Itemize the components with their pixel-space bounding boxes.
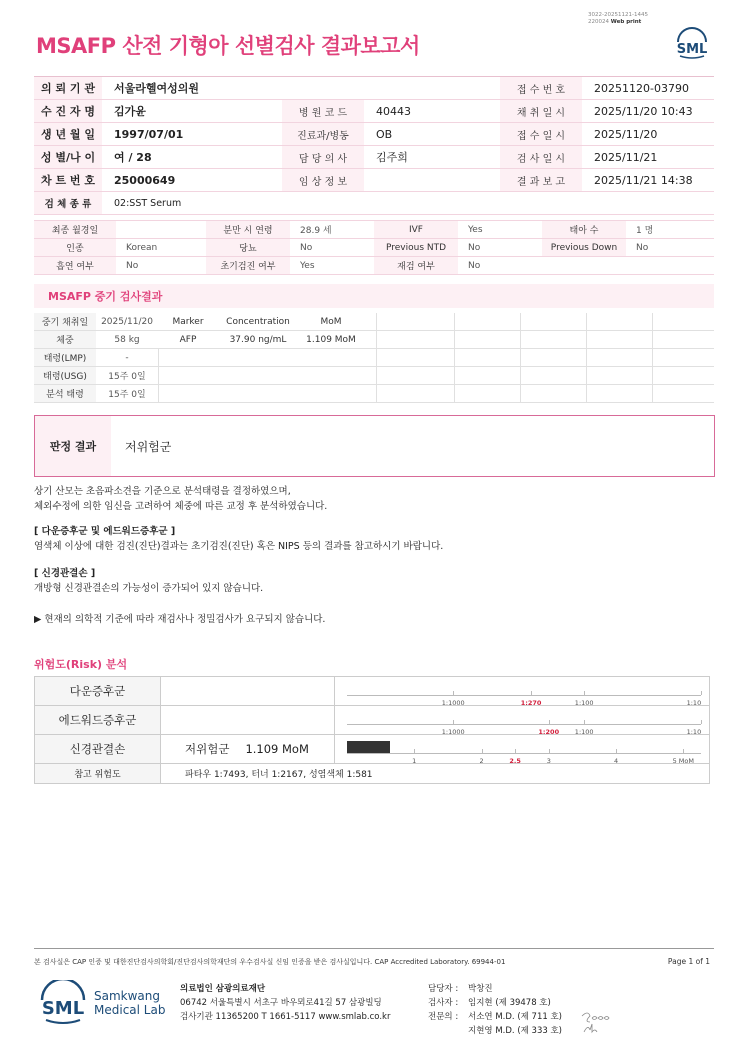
note-text: 체외수정에 의한 임신을 고려하여 체중에 따른 교정 후 분석하였습니다. xyxy=(34,501,328,512)
sex-age-label: 성 별/나 이 xyxy=(34,146,102,168)
specimen-value: 02:SST Serum xyxy=(114,197,182,209)
ntd-tick-3: 3 xyxy=(546,757,551,765)
clinical-label: 임 상 정 보 xyxy=(282,169,364,191)
staff-info xyxy=(428,982,562,1038)
test-date-label: 검 사 일 시 xyxy=(500,146,582,168)
ntd-label: 신경관결손 xyxy=(35,735,161,763)
marker-value: AFP xyxy=(179,334,197,345)
diabetes-label: 당뇨 xyxy=(206,239,290,256)
smoke-value: No xyxy=(126,260,139,271)
race-label: 인종 xyxy=(34,239,116,256)
ivf-value: Yes xyxy=(468,224,483,235)
patient-name-label: 수 진 자 명 xyxy=(34,100,102,122)
judgement-value: 저위험군 xyxy=(125,439,172,454)
analysis-ga-value: 15주 0일 xyxy=(108,390,146,400)
svg-text:SML: SML xyxy=(41,998,85,1019)
org-address: 06742 서울특별시 서초구 바우뫼로41길 57 삼광빌딩 xyxy=(180,998,382,1008)
note-text: 상기 산모는 초음파소견을 기준으로 분석태령을 결정하였으며, xyxy=(34,486,291,497)
organization-info xyxy=(180,982,390,1024)
test-date-value: 2025/11/21 xyxy=(594,150,658,164)
hosp-code-value: 40443 xyxy=(376,104,411,118)
dob-label: 생 년 월 일 xyxy=(34,123,102,145)
edwards-tick-1000: 1:1000 xyxy=(441,728,465,736)
risk-table xyxy=(34,676,710,784)
note-text: 개방형 신경관결손의 가능성이 증가되어 있지 않습니다. xyxy=(34,583,264,594)
staff-name: 임지현 (제 39478 호) xyxy=(468,998,551,1008)
page-number: Page 1 of 1 xyxy=(667,957,710,966)
fetus-value: 1 명 xyxy=(636,226,654,236)
note-text: ▶ 현재의 의학적 기준에 따라 재검사나 정밀검사가 요구되지 않습니다. xyxy=(34,614,326,625)
smoke-label: 흡연 여부 xyxy=(34,257,116,274)
collect-label: 채 취 일 시 xyxy=(500,100,582,122)
down-risk-scale xyxy=(335,677,709,705)
org-name: 의료법인 삼광의료재단 xyxy=(180,984,266,994)
first-screen-value: Yes xyxy=(300,260,315,271)
ntd-tick-2-5: 2.5 xyxy=(509,757,521,765)
edwards-tick-100: 1:100 xyxy=(574,728,594,736)
mom-value: 1.109 MoM xyxy=(306,334,356,345)
interpretation-notes xyxy=(34,484,714,627)
prev-ntd-value: No xyxy=(468,242,481,253)
staff-role xyxy=(428,1024,468,1038)
report-value: 2025/11/21 14:38 xyxy=(594,173,693,187)
prev-ntd-label: Previous NTD xyxy=(374,239,458,256)
ntd-mom-bar xyxy=(347,741,390,753)
ntd-tick-5: 5 MoM xyxy=(672,757,694,765)
staff-name: 지현영 M.D. (제 333 호) xyxy=(468,1026,563,1036)
lmp-ga-value: - xyxy=(125,352,129,363)
ntd-result: 저위험군 xyxy=(185,742,230,756)
hospital-label: 의 뢰 기 관 xyxy=(34,77,102,99)
hospital-value: 서울라헬여성의원 xyxy=(114,82,200,95)
race-value: Korean xyxy=(126,242,158,253)
usg-ga-label: 태령(USG) xyxy=(34,367,96,384)
mid-collect-value: 2025/11/20 xyxy=(101,316,153,327)
judgement-box xyxy=(34,415,715,477)
ref-risk-value: 파타우 1:7493, 터너 1:2167, 성염색체 1:581 xyxy=(185,770,373,780)
receipt-no-label: 접 수 번 호 xyxy=(500,77,582,99)
dept-value: OB xyxy=(376,127,393,141)
ntd-tick-4: 4 xyxy=(613,757,619,765)
chart-no-label: 차 트 번 호 xyxy=(34,169,102,191)
down-label: 다운증후군 xyxy=(35,677,161,705)
judgement-label: 판정 결과 xyxy=(35,416,111,476)
samkwang-logo xyxy=(36,980,165,1026)
ivf-label: IVF xyxy=(374,221,458,238)
org-contact: 검사기관 11365200 T 1661-5117 www.smlab.co.kr xyxy=(180,1012,391,1022)
svg-text:SML: SML xyxy=(676,42,708,57)
recv-value: 2025/11/20 xyxy=(594,127,658,141)
retest-label: 재검 여부 xyxy=(374,257,458,274)
diabetes-value: No xyxy=(300,242,313,253)
delivery-age-value: 28.9 세 xyxy=(300,226,332,236)
note-heading: [ 신경관결손 ] xyxy=(34,568,96,579)
edwards-tick-10: 1:10 xyxy=(686,728,702,736)
report-label: 결 과 보 고 xyxy=(500,169,582,191)
results-table xyxy=(34,313,714,403)
specimen-label: 검 체 종 류 xyxy=(34,192,102,214)
sex-age-value: 여 / 28 xyxy=(114,151,152,164)
dob-value: 1997/07/01 xyxy=(114,127,184,141)
down-tick-1000: 1:1000 xyxy=(441,699,465,707)
prev-down-label: Previous Down xyxy=(542,239,626,256)
usg-ga-value: 15주 0일 xyxy=(108,372,146,382)
marker-header: Marker xyxy=(172,316,204,327)
first-screen-label: 초기검진 여부 xyxy=(206,257,290,274)
brand-name-line1: Samkwang xyxy=(94,989,160,1003)
brand-name-line2: Medical Lab xyxy=(94,1003,166,1017)
prev-down-value: No xyxy=(636,242,649,253)
sml-logo-icon xyxy=(672,26,712,62)
collect-value: 2025/11/20 10:43 xyxy=(594,104,693,118)
note-heading: [ 다운증후군 및 에드워드증후군 ] xyxy=(34,526,176,537)
analysis-ga-label: 분석 태령 xyxy=(34,385,96,402)
staff-name: 서소연 M.D. (제 711 호) xyxy=(468,1012,563,1022)
clinical-value xyxy=(364,169,500,191)
dept-label: 진료과/병동 xyxy=(282,123,364,145)
ntd-tick-1: 1 xyxy=(412,757,417,765)
delivery-age-label: 분만 시 연령 xyxy=(206,221,290,238)
footer-divider xyxy=(34,948,714,949)
down-tick-100: 1:100 xyxy=(574,699,594,707)
ntd-tick-2: 2 xyxy=(479,757,484,765)
mom-header: MoM xyxy=(320,316,342,327)
patient-name-value: 김가윤 xyxy=(114,105,146,118)
section-title: MSAFP 중기 검사결과 xyxy=(34,284,714,308)
edwards-risk-scale xyxy=(335,706,709,734)
weight-value: 58 kg xyxy=(114,334,140,345)
weight-label: 체중 xyxy=(34,331,96,348)
hosp-code-label: 병 원 코 드 xyxy=(282,100,364,122)
receipt-no-value: 20251120-03790 xyxy=(594,81,689,95)
concentration-value: 37.90 ng/mL xyxy=(229,334,287,345)
recv-label: 접 수 일 시 xyxy=(500,123,582,145)
lmp-label: 최종 월경일 xyxy=(34,221,116,238)
down-tick-270: 1:270 xyxy=(520,699,542,707)
lmp-ga-label: 태령(LMP) xyxy=(34,349,96,366)
staff-role: 담당자 : xyxy=(428,984,459,994)
ntd-mom: 1.109 MoM xyxy=(245,742,309,756)
note-text: 염색체 이상에 대한 검진(진단)결과는 초기검진(진단) 혹은 NIPS 등의 결과를 참고하시기 바랍니다. xyxy=(34,541,444,552)
staff-role: 전문의 : xyxy=(428,1012,459,1022)
ref-risk-label: 참고 위험도 xyxy=(35,764,161,783)
down-tick-10: 1:10 xyxy=(686,699,702,707)
chart-no-value: 25000649 xyxy=(114,173,176,187)
ntd-mom-scale xyxy=(335,735,709,763)
sml-logo-icon xyxy=(36,980,90,1026)
edwards-label: 에드워드증후군 xyxy=(35,706,161,734)
doctor-label: 담 당 의 사 xyxy=(282,146,364,168)
page-title: MSAFP 산전 기형아 선별검사 결과보고서 xyxy=(36,34,420,58)
footer-accreditation: 본 검사실은 CAP 인증 및 대한진단검사의학회/진단검사의학재단의 우수검사실 신임 인증을 받은 검사실입니다. CAP Accredited Laboratory. 69944-01 xyxy=(34,958,506,966)
risk-title: 위험도(Risk) 분석 xyxy=(34,658,128,671)
document-code: 3022-20251121-1445 220024 Web print xyxy=(588,12,648,25)
lmp-value xyxy=(116,221,206,238)
staff-name: 박창진 xyxy=(468,984,493,994)
retest-value: No xyxy=(468,260,481,271)
edwards-tick-200: 1:200 xyxy=(538,728,560,736)
staff-role: 검사자 : xyxy=(428,998,459,1008)
signature-image xyxy=(578,1008,618,1038)
doctor-value: 김주희 xyxy=(376,151,408,164)
mid-collect-label: 중기 채취일 xyxy=(34,313,96,330)
concentration-header: Concentration xyxy=(226,316,290,327)
fetus-label: 태아 수 xyxy=(542,221,626,238)
clinical-info-table xyxy=(34,220,714,275)
patient-info-table xyxy=(34,76,714,215)
